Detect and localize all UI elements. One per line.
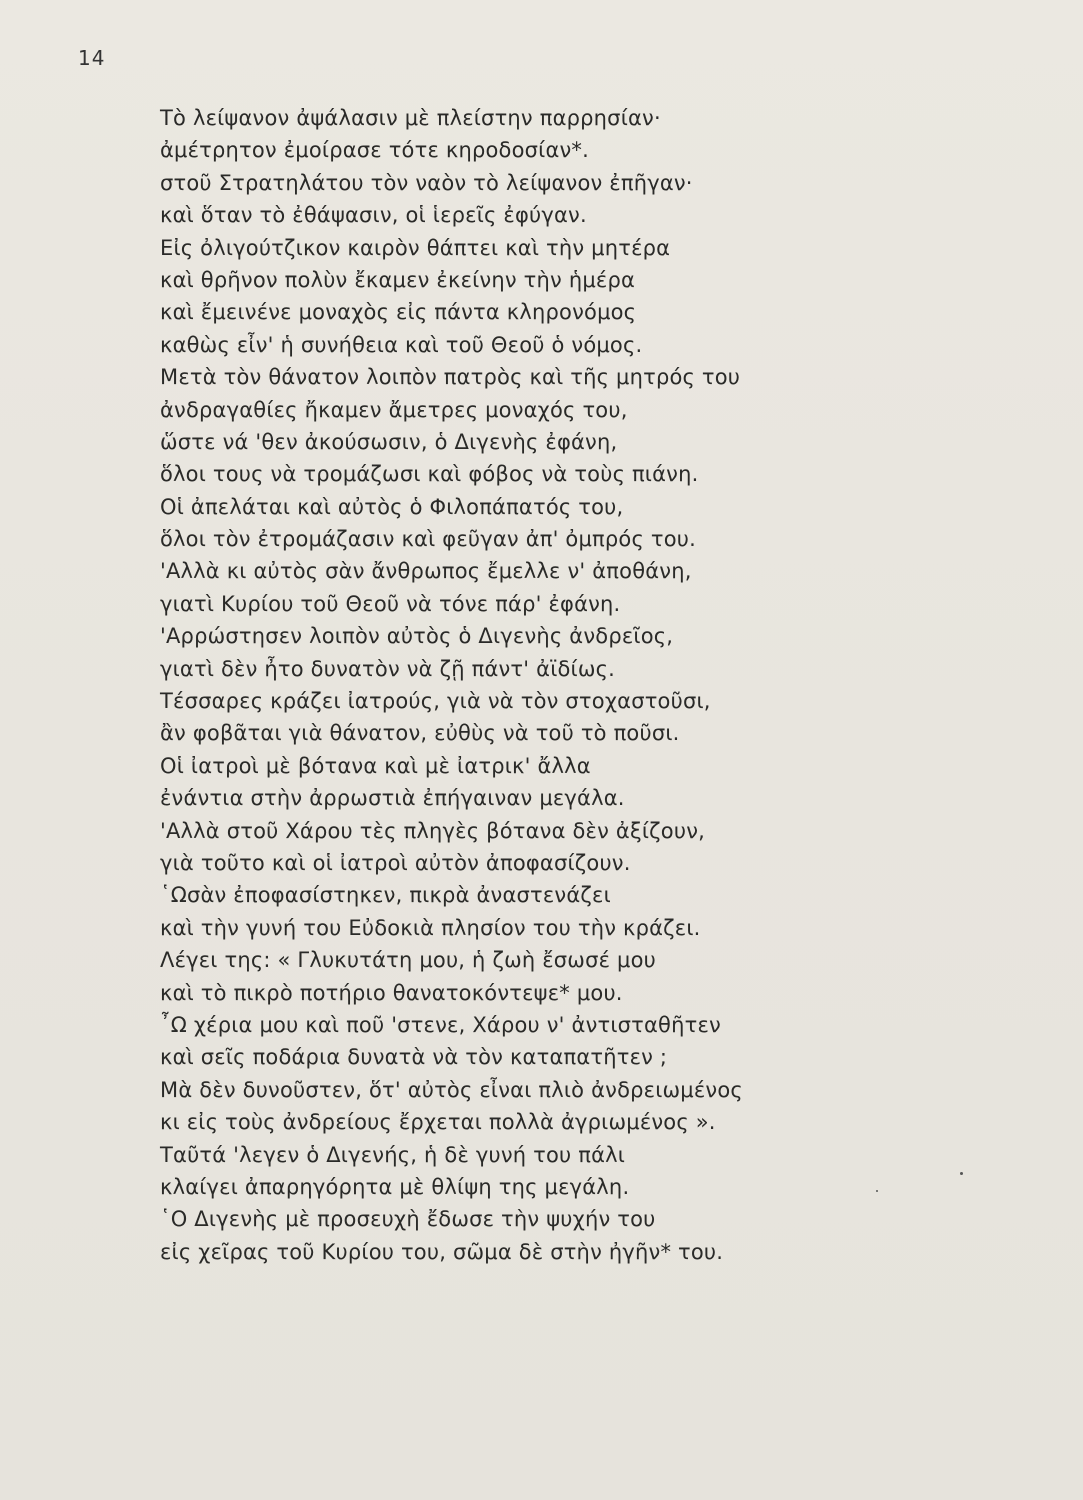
- poem-line: στοῦ Στρατηλάτου τὸν ναὸν τὸ λείψανον ἐπῆγαν·: [160, 170, 693, 195]
- poem-line: 'Αλλὰ στοῦ Χάρου τὲς πληγὲς βότανα δὲν ἀξίζουν,: [160, 818, 706, 843]
- page-number: 14: [78, 46, 106, 70]
- poem-line: ῾Ωσὰν ἐποφασίστηκεν, πικρὰ ἀναστενάζει: [160, 883, 611, 908]
- poem-line: ῏Ω χέρια μου καὶ ποῦ 'στενε, Χάρου ν' ἀντισταθῆτεν: [160, 1012, 721, 1037]
- poem-line: ἂν φοβᾶται γιὰ θάνατον, εὐθὺς νὰ τοῦ τὸ ποῦσι.: [160, 721, 680, 746]
- poem-line: ἐνάντια στὴν ἀρρωστιὰ ἐπήγαιναν μεγάλα.: [160, 786, 625, 811]
- poem-line: καθὼς εἶν' ἡ συνήθεια καὶ τοῦ Θεοῦ ὁ νόμος.: [160, 332, 643, 357]
- poem-line: Λέγει της: « Γλυκυτάτη μου, ἡ ζωὴ ἔσωσέ μου: [160, 948, 656, 973]
- poem-text: [160, 102, 1040, 1268]
- poem-line: καὶ τὸ πικρὸ ποτήριο θανατοκόντεψε* μου.: [160, 980, 623, 1005]
- poem-line: Μετὰ τὸν θάνατον λοιπὸν πατρὸς καὶ τῆς μητρός του: [160, 365, 741, 390]
- poem-line: κι εἰς τοὺς ἀνδρείους ἔρχεται πολλὰ ἀγριωμένος ».: [160, 1110, 716, 1135]
- poem-line: γιατὶ δὲν ἦτο δυνατὸν νὰ ζῇ πάντ' ἀϊδίως.: [160, 656, 616, 681]
- poem-line: 'Αλλὰ κι αὐτὸς σὰν ἄνθρωπος ἔμελλε ν' ἀποθάνη,: [160, 559, 692, 584]
- poem-line: Μὰ δὲν δυνοῦστεν, ὅτ' αὐτὸς εἶναι πλιὸ ἀνδρειωμένος: [160, 1077, 743, 1102]
- poem-line: Ταῦτά 'λεγεν ὁ Διγενής, ἡ δὲ γυνή του πάλι: [160, 1142, 626, 1167]
- poem-line: εἰς χεῖρας τοῦ Κυρίου του, σῶμα δὲ στὴν ἠγῆν* του.: [160, 1239, 724, 1264]
- poem-line: ὅλοι τους νὰ τρομάζωσι καὶ φόβος νὰ τοὺς πιάνη.: [160, 462, 699, 487]
- poem-line: ἀμέτρητον ἐμοίρασε τότε κηροδοσίαν*.: [160, 138, 589, 163]
- poem-line: ὥστε νά 'θεν ἀκούσωσιν, ὁ Διγενὴς ἐφάνη,: [160, 429, 618, 454]
- poem-line: 'Αρρώστησεν λοιπὸν αὐτὸς ὁ Διγενὴς ἀνδρεῖος,: [160, 624, 674, 649]
- poem-line: Οἱ ἰατροὶ μὲ βότανα καὶ μὲ ἰατρικ' ἄλλα: [160, 753, 591, 778]
- poem-line: καὶ ἔμεινένε μοναχὸς εἰς πάντα κληρονόμος: [160, 300, 637, 325]
- poem-line: Τὸ λείψανον ἀψάλασιν μὲ πλείστην παρρησίαν·: [160, 106, 661, 130]
- poem-line: καὶ τὴν γυνή του Εὐδοκιὰ πλησίον του τὴν κράζει.: [160, 915, 701, 940]
- poem-line: κλαίγει ἀπαρηγόρητα μὲ θλίψη της μεγάλη.: [160, 1174, 630, 1199]
- poem-line: ἀνδραγαθίες ἤκαμεν ἄμετρες μοναχός του,: [160, 397, 628, 422]
- poem-line: γιὰ τοῦτο καὶ οἱ ἰατροὶ αὐτὸν ἀποφασίζουν.: [160, 850, 631, 875]
- poem-line: καὶ θρῆνον πολὺν ἔκαμεν ἐκείνην τὴν ἡμέρα: [160, 267, 636, 292]
- paper-speck: [960, 1172, 963, 1175]
- poem-line: καὶ σεῖς ποδάρια δυνατὰ νὰ τὸν καταπατῆτεν ;: [160, 1045, 668, 1070]
- poem-line: γιατὶ Κυρίου τοῦ Θεοῦ νὰ τόνε πάρ' ἐφάνη.: [160, 591, 621, 616]
- poem-line: ῾Ο Διγενὴς μὲ προσευχὴ ἔδωσε τὴν ψυχήν του: [160, 1207, 656, 1232]
- poem-line: Εἰς ὀλιγούτζικον καιρὸν θάπτει καὶ τὴν μητέρα: [160, 235, 671, 260]
- paper-speck: [876, 1190, 878, 1192]
- poem-line: ὅλοι τὸν ἐτρομάζασιν καὶ φεῦγαν ἀπ' ὀμπρός του.: [160, 527, 696, 552]
- poem-line: καὶ ὅταν τὸ ἐθάψασιν, οἱ ἱερεῖς ἐφύγαν.: [160, 203, 587, 228]
- poem-line: Οἱ ἀπελάται καὶ αὐτὸς ὁ Φιλοπάπατός του,: [160, 494, 624, 519]
- poem-line: Τέσσαρες κράζει ἰατρούς, γιὰ νὰ τὸν στοχαστοῦσι,: [160, 689, 711, 714]
